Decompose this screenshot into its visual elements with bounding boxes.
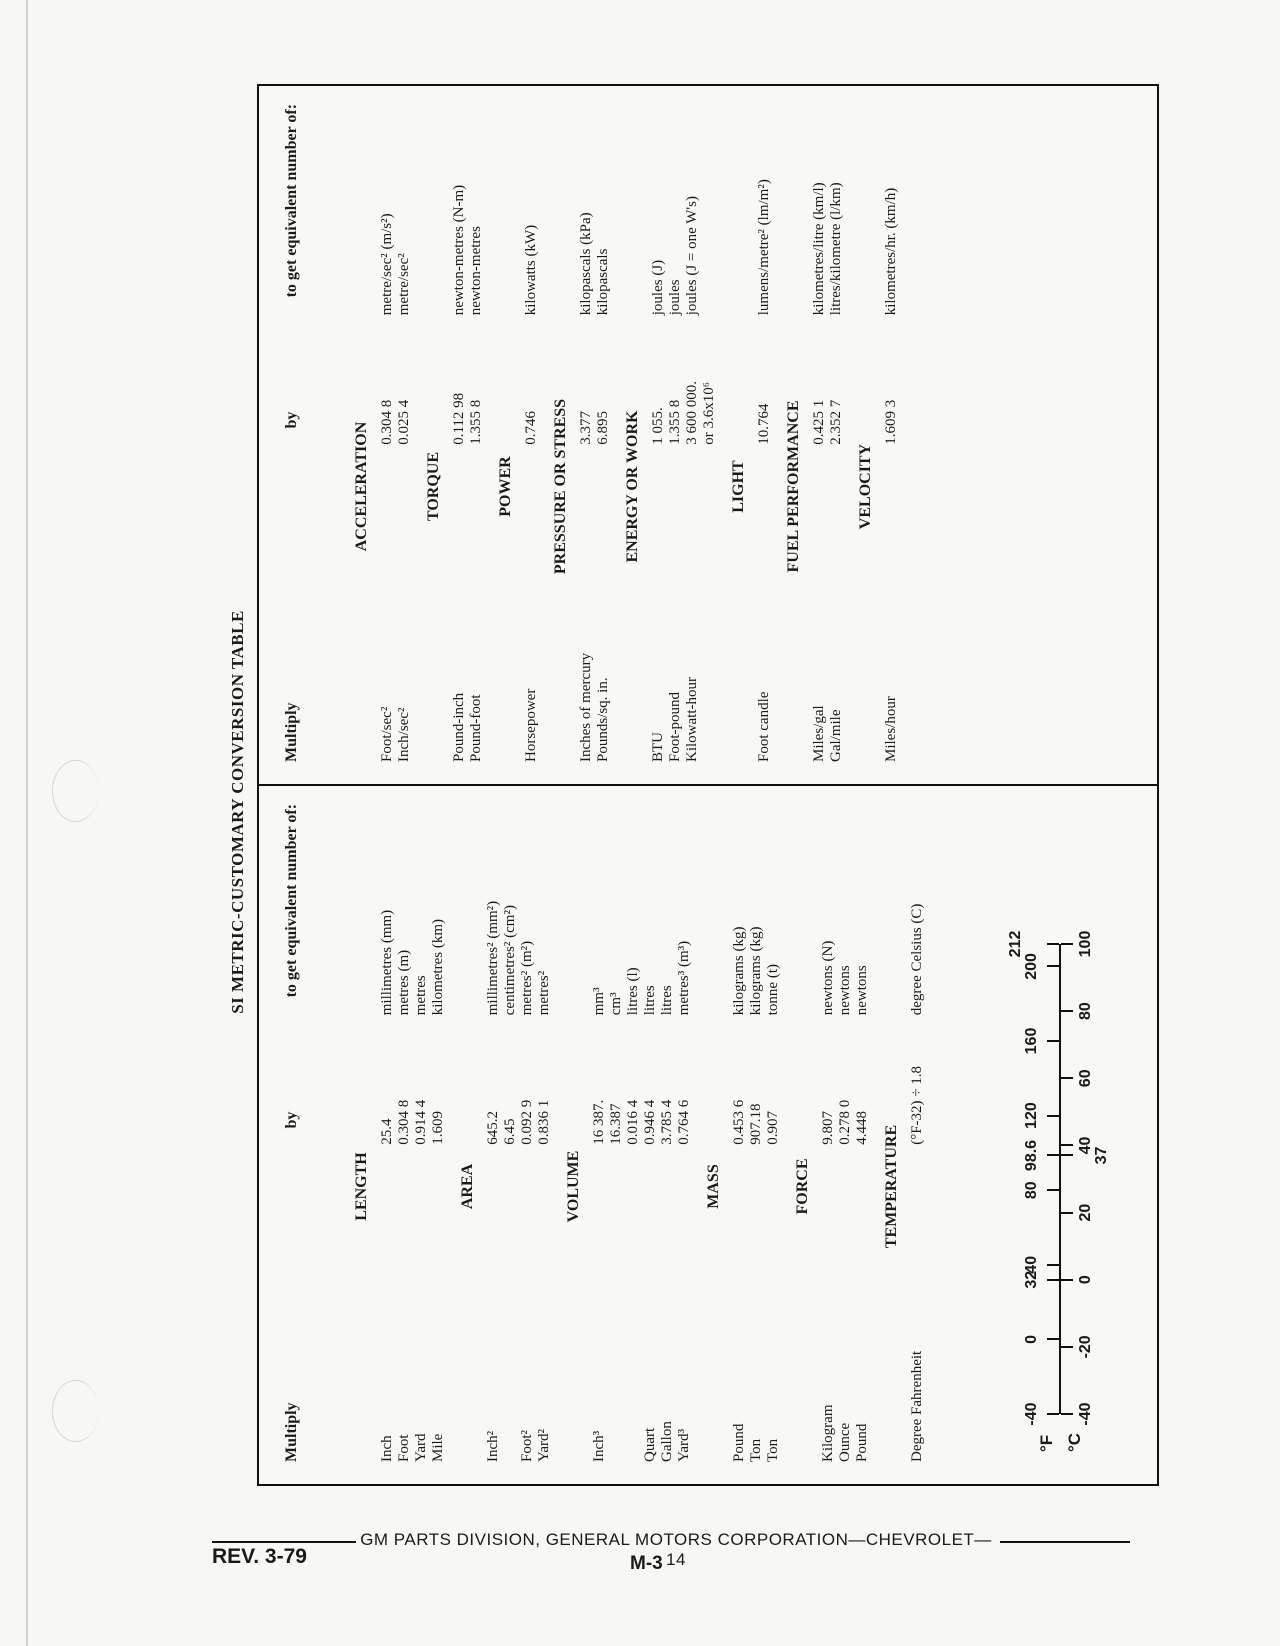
celsius-tick [1061,1077,1073,1079]
factor-cell: 0.425 1 [811,399,827,445]
unit-cell: Horsepower [523,688,539,762]
section-title-temperature [871,1014,909,1484]
result-cell: metre/sec² (m/s²) [379,213,395,316]
factor-cell: 25.4 [379,1118,395,1145]
result-cell: litres [659,985,675,1016]
factor-cell: 0.025 4 [396,399,412,445]
fahrenheit-tick-label: 32 [1023,1270,1040,1289]
table-row [519,786,536,1484]
punch-hole [52,760,99,822]
table-right-half [259,86,1157,784]
result-cell: newtons (N) [820,940,836,1016]
factor-cell: 6.45 [502,1118,518,1145]
result-cell: millimetres² (mm²) [485,900,501,1016]
factor-cell: or 3.6x10⁶ [701,382,717,445]
factor-cell: 3.377 [578,411,594,445]
unit-cell: Foot candle [756,691,772,762]
table-row [485,786,502,1484]
unit-cell: Kilowatt-hour [684,677,700,762]
fahrenheit-unit-label: °F [1037,1434,1056,1452]
factor-cell: 907.18 [748,1103,764,1145]
table-header [259,86,341,784]
result-cell [701,86,718,315]
unit-cell: Yard³ [676,1429,692,1462]
unit-cell: Foot/sec² [379,706,395,762]
table-row [536,786,553,1484]
table-row [468,86,485,784]
celsius-tick-label: -20 [1077,1335,1094,1359]
table-row [748,786,765,1484]
celsius-tick-label: -40 [1077,1402,1094,1426]
factor-cell: 1.355 8 [468,399,484,445]
section-title-power [485,314,523,784]
table-row [837,786,854,1484]
section-title-text: MASS [705,1164,722,1209]
factor-cell: 16.387 [608,1103,624,1145]
result-cell: kilowatts (kW) [523,224,539,316]
table-row [396,786,413,1484]
header-to-get: to get equivalent number of: [283,103,300,298]
unit-cell: Inches of mercury [578,652,594,762]
conversion-table [257,84,1159,1486]
table-row [659,786,676,1484]
section-title-text: TORQUE [425,451,442,522]
section-title-fuel [773,314,811,784]
table-row [909,786,926,1484]
factor-cell: 0.304 8 [379,399,395,445]
factor-cell: 3.785 4 [659,1099,675,1145]
result-cell: metres (m) [396,949,412,1016]
unit-cell: Quart [642,1427,658,1462]
section-title-text: LENGTH [353,1152,370,1221]
section-title-volume [553,1014,591,1484]
result-cell: centimetres² (cm²) [502,905,518,1016]
table-row [731,786,748,1484]
section-title-text: ACCELERATION [353,421,370,552]
result-cell: kilometres (km) [430,919,446,1016]
result-cell: millimetres (mm) [379,909,395,1016]
header-by: by [283,411,300,429]
result-cell: joules (J) [650,259,666,316]
unit-cell: Mile [430,1433,446,1462]
table-row [625,786,642,1484]
result-cell: metres [413,975,429,1016]
footer-rule [1000,1541,1130,1543]
section-title-acceleration [341,314,379,784]
table-header [259,786,341,1484]
factor-cell: 0.304 8 [396,1099,412,1145]
celsius-tick [1061,1144,1073,1146]
result-cell: metre/sec² [396,253,412,316]
table-row [765,786,782,1484]
section-title-text: PRESSURE OR STRESS [552,398,569,575]
celsius-unit-label: °C [1065,1432,1084,1452]
unit-cell: Pound [854,1423,870,1462]
table-row [430,786,447,1484]
left-sections [341,786,926,1484]
table-row [578,86,595,784]
unit-cell: Pounds/sq. in. [595,677,611,762]
unit-cell: Inch² [485,1430,501,1462]
result-cell: newtons [837,965,853,1016]
unit-cell: BTU [650,732,666,762]
header-multiply: Multiply [283,702,300,762]
factor-cell: 1.609 [430,1111,446,1145]
scale-axis [1059,944,1061,1414]
table-row [413,786,430,1484]
unit-cell: Ton [748,1438,764,1462]
unit-cell [502,1225,519,1484]
table-row [379,786,396,1484]
table-row [608,786,625,1484]
unit-cell: Ton [765,1438,781,1462]
unit-cell: Foot-pound [667,691,683,762]
fahrenheit-tick-label: 160 [1023,1027,1040,1055]
celsius-tick-label: 40 [1077,1136,1094,1155]
fahrenheit-tick [1047,1189,1059,1191]
result-cell: metres³ (m³) [676,940,692,1016]
fahrenheit-tick [1047,1155,1059,1157]
factor-cell: 1 055. [650,407,666,445]
table-row [523,86,540,784]
punch-hole [52,1380,99,1442]
fahrenheit-tick-label: 200 [1023,953,1040,980]
fahrenheit-tick [1047,1279,1059,1281]
factor-cell: 4.448 [854,1111,870,1145]
section-title-text: FORCE [794,1158,811,1215]
factor-cell: 0.946 4 [642,1099,658,1145]
factor-cell: 1.355 8 [667,399,683,445]
unit-cell: Kilogram [820,1404,836,1462]
section-title-text: VOLUME [565,1150,582,1223]
table-row [396,86,413,784]
factor-cell: 1.609 3 [883,399,899,445]
page-title: SI METRIC-CUSTOMARY CONVERSION TABLE [228,610,247,1014]
table-row [828,86,845,784]
unit-cell: Pound-foot [468,694,484,762]
fahrenheit-tick-label: 120 [1023,1102,1040,1129]
factor-cell: 0.278 0 [837,1099,853,1145]
unit-cell [625,1225,642,1484]
table-row [379,86,396,784]
factor-cell: 0.453 6 [731,1099,747,1145]
celsius-tick [1061,1346,1073,1348]
section-title-length [341,1014,379,1484]
result-cell: joules (J = one W's) [684,196,700,316]
section-title-text: ENERGY OR WORK [624,410,641,563]
fahrenheit-tick [1047,1040,1059,1042]
result-cell: kilometres/hr. (km/h) [883,187,899,316]
table-row [650,86,667,784]
celsius-tick [1061,1279,1073,1281]
factor-cell: 645.2 [485,1111,501,1145]
fahrenheit-tick-label: 98.6 [1023,1139,1040,1172]
fahrenheit-tick-label: 80 [1023,1181,1040,1200]
section-title-text: AREA [459,1163,476,1210]
factor-cell: 0.092 9 [519,1099,535,1145]
unit-cell: Degree Fahrenheit [909,1350,925,1462]
result-cell: lumens/metre² (lm/m²) [756,179,772,316]
factor-cell: 0.907 [765,1111,781,1145]
factor-cell: 0.016 4 [625,1099,641,1145]
result-cell: tonne (t) [765,964,781,1016]
result-cell: kilograms (kg) [731,926,747,1016]
result-cell: newton-metres (N-m) [451,184,467,316]
table-row [820,786,837,1484]
fahrenheit-tick [1047,965,1059,967]
table-row [756,86,773,784]
unit-cell: Inch³ [591,1430,607,1462]
result-cell: mm³ [591,987,607,1016]
celsius-tick [1061,1212,1073,1214]
section-title-area [447,1014,485,1484]
section-title-light [718,314,756,784]
result-cell: litres/kilometre (l/km) [828,182,844,316]
result-cell: newtons [854,965,870,1016]
header-by: by [283,1111,300,1129]
factor-cell: 0.836 1 [536,1099,552,1145]
fahrenheit-tick-label: 40 [1023,1255,1040,1274]
temperature-scale [989,914,1129,1454]
right-sections [341,86,900,784]
celsius-tick-label: 100 [1077,930,1094,958]
table-row [502,786,519,1484]
table-row [642,786,659,1484]
revision-label: REV. 3-79 [212,1545,307,1568]
result-cell: kilograms (kg) [748,926,764,1016]
factor-cell: 9.807 [820,1111,836,1145]
result-cell: litres [642,985,658,1016]
factor-cell: 6.895 [595,411,611,445]
table-row [451,86,468,784]
section-title-text: POWER [497,456,514,517]
unit-cell: Yard [413,1433,429,1462]
celsius-tick [1061,1413,1073,1415]
table-row [701,86,718,784]
fahrenheit-tick-label: 0 [1023,1334,1040,1344]
table-left-half [259,784,1157,1484]
factor-cell: 3 600 000. [684,381,700,445]
section-title-velocity [845,314,883,784]
result-cell: kilopascals (kPa) [578,212,594,316]
result-cell: degree Celsius (C) [909,903,925,1016]
factor-cell: 0.112 98 [451,392,467,445]
unit-cell: Inch [379,1435,395,1462]
unit-cell: Foot [396,1434,412,1462]
result-cell: kilopascals [595,248,611,316]
header-multiply: Multiply [283,1402,300,1462]
fahrenheit-tick [1047,1264,1059,1266]
celsius-tick [1061,1155,1073,1157]
result-cell: metres² (m²) [519,940,535,1016]
factor-cell: 0.746 [523,411,539,445]
celsius-tick-label: 60 [1077,1069,1094,1088]
fahrenheit-tick [1047,943,1059,945]
unit-cell [608,1225,625,1484]
result-cell: joules [667,279,683,316]
table-row [883,86,900,784]
header-to-get: to get equivalent number of: [283,803,300,998]
unit-cell: Gallon [659,1421,675,1462]
fahrenheit-tick [1047,1115,1059,1117]
unit-cell: Pound [731,1423,747,1462]
result-cell: litres (l) [625,967,641,1016]
celsius-tick-label: 80 [1077,1002,1094,1021]
table-row [595,86,612,784]
page-number: M-3 [630,1553,663,1574]
factor-cell: 10.764 [756,403,772,445]
table-row [811,86,828,784]
unit-cell: Ounce [837,1422,853,1462]
table-row [854,786,871,1484]
celsius-tick-label: 20 [1077,1203,1094,1222]
result-cell: kilometres/litre (km/l) [811,182,827,316]
fahrenheit-tick [1047,1338,1059,1340]
fahrenheit-tick-label: -40 [1023,1402,1040,1426]
celsius-tick-label: 37 [1093,1146,1110,1165]
celsius-tick [1061,1010,1073,1012]
unit-cell: Inch/sec² [396,707,412,762]
fahrenheit-tick-label: 212 [1007,930,1024,958]
celsius-tick-label: 0 [1077,1275,1094,1285]
section-title-text: FUEL PERFORMANCE [785,400,802,573]
factor-cell: 0.914 4 [413,1099,429,1145]
unit-cell: Foot² [519,1429,535,1462]
section-title-force [782,1014,820,1484]
section-title-text: LIGHT [730,460,747,513]
result-cell: cm³ [608,992,624,1016]
celsius-tick [1061,943,1073,945]
unit-cell: Miles/gal [811,705,827,762]
section-title-energy [612,314,650,784]
fahrenheit-tick [1047,1413,1059,1415]
result-cell: newton-metres [468,226,484,316]
section-title-mass [693,1014,731,1484]
unit-cell: Gal/mile [828,709,844,762]
unit-cell [701,525,718,784]
section-title-torque [413,314,451,784]
factor-cell: 0.764 6 [676,1099,692,1145]
page-edge [26,0,28,1646]
result-cell: metres² [536,970,552,1016]
table-row [667,86,684,784]
footer-rule [212,1541,356,1543]
unit-cell: Pound-inch [451,692,467,762]
table-row [676,786,693,1484]
factor-cell: (°F-32) ÷ 1.8 [909,1065,925,1145]
unit-cell: Miles/hour [883,696,899,762]
footer-text: GM PARTS DIVISION, GENERAL MOTORS CORPORATION—CHEVROLET—14 [360,1530,992,1569]
table-row [684,86,701,784]
unit-cell: Yard² [536,1429,552,1462]
table-row [591,786,608,1484]
factor-cell: 2.352 7 [828,399,844,445]
factor-cell: 16 387. [591,1099,607,1145]
section-title-text: VELOCITY [857,443,874,530]
section-title-pressure [540,314,578,784]
section-title-text: TEMPERATURE [883,1124,900,1249]
